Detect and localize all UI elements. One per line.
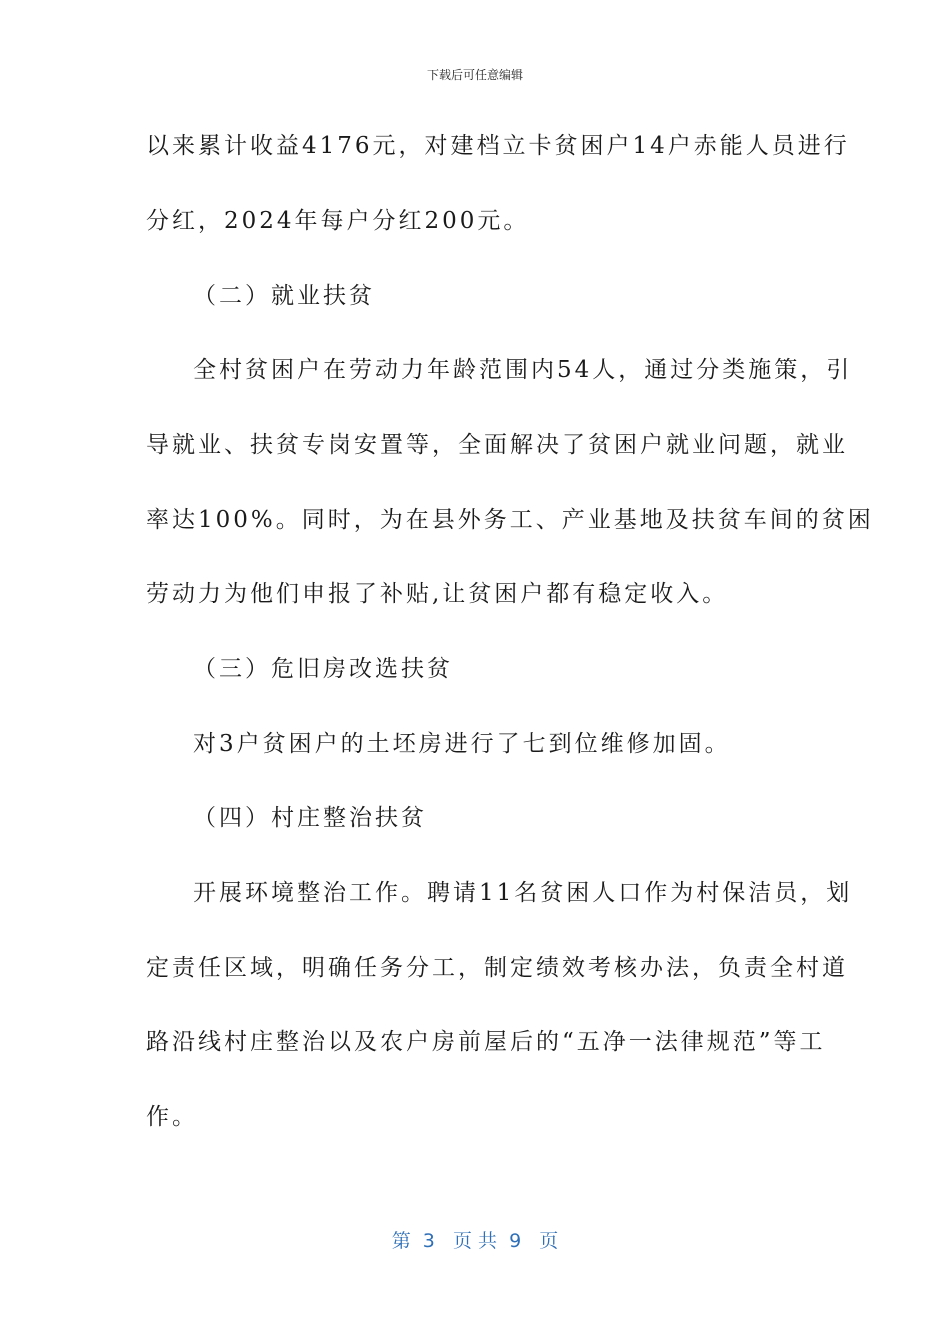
section-heading-village: （四）村庄整治扶贫 — [193, 805, 427, 831]
body-line-1: 以来累计收益4176元，对建档立卡贫困户14户赤能人员进行 — [146, 133, 850, 159]
page-header: 下载后可任意编辑 — [426, 68, 523, 82]
body-line-9: 对3户贫困户的土坯房进行了七到位维修加固。 — [193, 731, 731, 757]
body-line-7: 劳动力为他们申报了补贴,让贫困户都有稳定收入。 — [146, 581, 729, 607]
page-number-footer: 第 3 页 共 9 页 — [391, 1230, 559, 1252]
body-line-11: 开展环境整治工作。聘请11名贫困人口作为村保洁员，划 — [193, 880, 853, 906]
body-line-14: 作。 — [146, 1104, 198, 1130]
body-line-2: 分红，2024年每户分红200元。 — [146, 208, 530, 234]
section-heading-housing: （三）危旧房改选扶贫 — [193, 656, 453, 682]
body-line-12: 定责任区域，明确任务分工，制定绩效考核办法，负责全村道 — [146, 955, 848, 981]
body-line-4: 全村贫困户在劳动力年龄范围内54人，通过分类施策，引 — [193, 357, 853, 383]
body-line-13: 路沿线村庄整治以及农户房前屋后的“五净一法律规范”等工 — [146, 1029, 826, 1055]
body-line-6: 率达100%。同时，为在县外务工、产业基地及扶贫车间的贫困 — [146, 507, 874, 533]
body-line-5: 导就业、扶贫专岗安置等，全面解决了贫困户就业问题，就业 — [146, 432, 848, 458]
section-heading-employment: （二）就业扶贫 — [193, 283, 375, 309]
